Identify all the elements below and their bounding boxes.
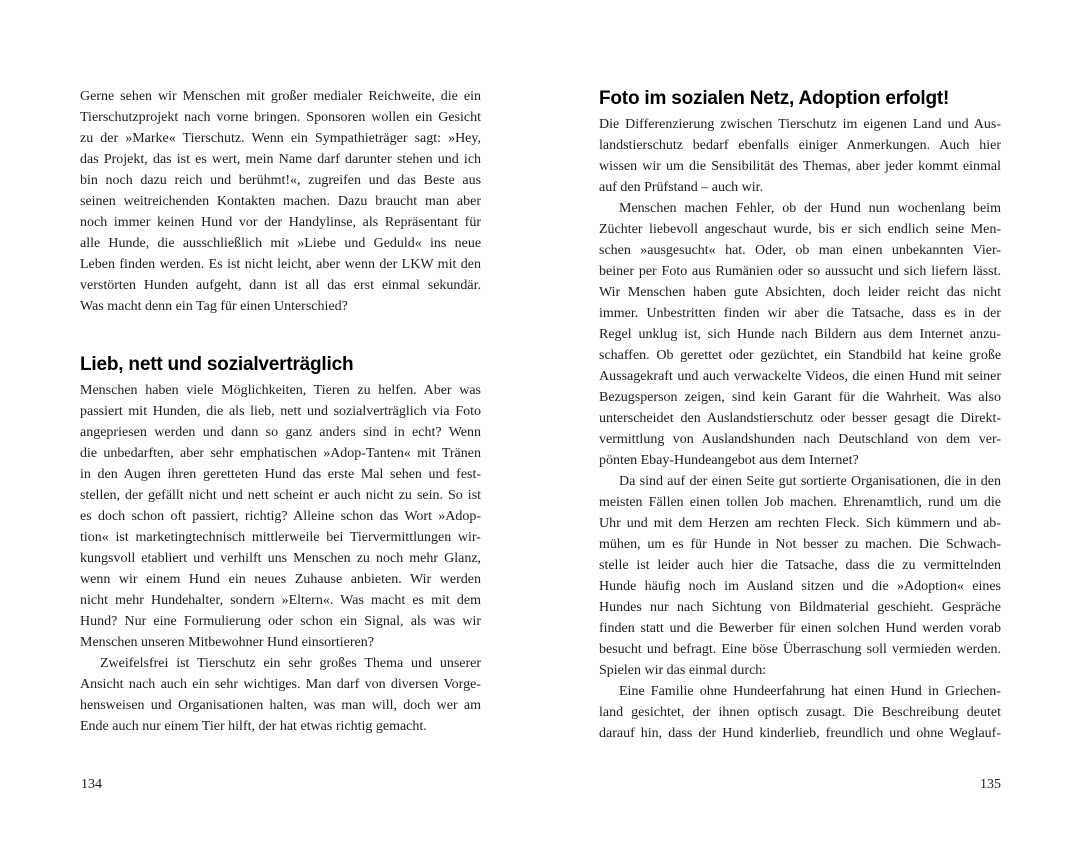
section-heading: Lieb, nett und sozialverträglich xyxy=(80,354,354,375)
text-line: Was macht denn ein Tag für einen Unterschied? xyxy=(80,299,348,314)
page-number-right: 135 xyxy=(980,777,1001,792)
text-line: Hunde häufig noch im Ausland sitzen und die »Adoption« eines xyxy=(599,579,1001,594)
text-line: Eine Familie ohne Hundeerfahrung hat einen Hund in Griechen- xyxy=(619,684,1001,699)
text-line: Menschen machen Fehler, ob der Hund nun wochenlang beim xyxy=(619,201,1001,216)
text-line: Hund? Nur eine Formulierung oder schon ein Signal, als was wir xyxy=(80,614,482,629)
text-line: noch immer keinen Hund vor der Handylinse, als Repräsentant für xyxy=(80,215,481,230)
text-line: darauf hin, dass der Hund kinderlieb, freundlich und ohne Weglauf- xyxy=(599,726,1001,741)
section-heading: Foto im sozialen Netz, Adoption erfolgt! xyxy=(599,88,950,109)
text-line: Spielen wir das einmal durch: xyxy=(599,663,767,678)
text-line: finden statt und die Bewerber für einen solchen Hund werden vorab xyxy=(599,621,1002,636)
right-page-body xyxy=(599,86,1001,744)
text-line: Tierschutzprojekt nach vorne bringen. Sponsoren wollen ein Gesicht xyxy=(80,110,481,125)
text-line: Ende auch nur einem Tier hilft, der hat etwas richtig gemacht. xyxy=(80,719,427,734)
text-line: land gesichtet, der ihnen optisch zusagt. Die Beschreibung deutet xyxy=(599,705,1002,720)
text-line: angepriesen werden und dann so ganz anders sind in echt? Wenn xyxy=(80,425,481,440)
text-line: Züchter liebevoll angeschaut wurde, bis er sich endlich seine Men- xyxy=(599,222,1002,237)
text-line: Menschen unseren Mitbewohner Hund einsortieren? xyxy=(80,635,374,650)
paragraph xyxy=(599,471,1001,681)
text-line: meisten Fällen einen tollen Job machen. Ehrenamtlich, rund um die xyxy=(599,495,1001,510)
text-line: verstörten Hunden aufgeht, dann ist all das erst einmal sekundär. xyxy=(80,278,482,293)
text-line: schen »ausgesucht« hat. Oder, ob man einen unbekannten Vier- xyxy=(599,243,1001,258)
text-line: vermittlung von Auslandshunden nach Deutschland von dem ver- xyxy=(599,432,1002,447)
text-line: hensweisen und Organisationen halten, was man will, doch wer am xyxy=(80,698,481,713)
text-line: mühen, um es für Hunde in Not besser zu machen. Die Schwach- xyxy=(599,537,1002,552)
text-line: wenn wir einem Hund ein neues Zuhause anbieten. Wir werden xyxy=(80,572,482,587)
text-line: seinen weitreichenden Kontakten machen. Dazu braucht man aber xyxy=(80,194,482,209)
paragraph xyxy=(80,86,481,317)
paragraph xyxy=(80,653,481,737)
text-line: in den Augen ihren geretteten Hund das erste Mal sehen und fest- xyxy=(80,467,482,482)
text-line: Bezugsperson zeigen, sind kein Garant für die Wahrheit. Was also xyxy=(599,390,1001,405)
text-line: stelle ist leider auch hier die Tatsache, dass die zu vermittelnden xyxy=(599,558,1002,573)
text-line: Da sind auf der einen Seite gut sortierte Organisationen, die in den xyxy=(619,474,1001,489)
text-line: Die Differenzierung zwischen Tierschutz im eigenen Land und Aus- xyxy=(599,117,1001,132)
text-line: wissen wir um die Sensibilität des Themas, aber jeder kommt einmal xyxy=(599,159,1002,174)
text-line: Wir Menschen haben gute Absichten, doch leider reicht das nicht xyxy=(599,285,1002,300)
text-line: auf den Prüfstand – auch wir. xyxy=(599,180,764,195)
text-line: Aussagekraft und auch verwackelte Videos, die einen Hund mit seiner xyxy=(599,369,1002,384)
text-line: Gerne sehen wir Menschen mit großer medialer Reichweite, die ein xyxy=(80,89,481,104)
paragraph xyxy=(599,114,1001,198)
text-line: die unbedarften, aber sehr emphatischen »Adop-Tanten« mit Tränen xyxy=(80,446,481,461)
text-line: passiert mit Hunden, die als lieb, nett und sozialverträglich via Foto xyxy=(80,404,481,419)
paragraph xyxy=(599,681,1001,744)
text-line: unterscheidet den Auslandstierschutz oder besser gesagt die Direkt- xyxy=(599,411,1001,426)
text-line: besucht und befragt. Eine böse Überraschung soll vermieden werden. xyxy=(599,642,1001,657)
text-line: das Projekt, das ist es wert, mein Name darf darunter stehen und ich xyxy=(80,152,482,167)
text-line: Hundes nur nach Sichtung von Bildmaterial geschieht. Gespräche xyxy=(599,600,1001,615)
page-number-left: 134 xyxy=(81,777,102,792)
text-line: tion« ist marketingtechnisch mittlerweile bei Tiervermittlungen wir- xyxy=(80,530,481,545)
left-page-body xyxy=(80,86,481,737)
text-line: Regel unklug ist, sich Hunde nach Bildern aus dem Internet anzu- xyxy=(599,327,1001,342)
text-line: alle Hunde, die ausschließlich mit »Liebe und Geduld« ins neue xyxy=(80,236,482,251)
text-line: Leben finden werden. Es ist nicht leicht, aber wenn der LKW mit den xyxy=(80,257,481,272)
paragraph xyxy=(599,198,1001,471)
text-line: beiner per Foto aus Rumänien oder so aussucht und sich liefern lässt. xyxy=(599,264,1001,279)
text-line: Zweifelsfrei ist Tierschutz ein sehr großes Thema und unserer xyxy=(100,656,482,671)
text-line: landstierschutz bedarf ebenfalls einiger Anmerkungen. Auch hier xyxy=(599,138,1001,153)
paragraph xyxy=(80,380,481,653)
text-line: es doch schon oft passiert, richtig? Alleine schon das Wort »Adop- xyxy=(80,509,482,524)
text-line: kungsvoll etabliert und verhilft uns Menschen zu noch mehr Glanz, xyxy=(80,551,482,566)
text-line: stellen, der gefällt nicht und nett scheint er auch nicht zu sein. So ist xyxy=(80,488,482,503)
text-line: Uhr und mit dem Herzen am rechten Fleck. Sich kümmern und ab- xyxy=(599,516,1001,531)
text-line: Menschen haben viele Möglichkeiten, Tieren zu helfen. Aber was xyxy=(80,383,481,398)
text-line: nicht mehr Hundehalter, sondern »Eltern«. Was macht es mit dem xyxy=(80,593,481,608)
text-line: pönten Ebay-Hundeangebot aus dem Internet? xyxy=(599,453,859,468)
text-line: schaffen. Ob gerettet oder gezüchtet, ein Standbild hat keine große xyxy=(599,348,1002,363)
text-line: zu der »Marke« Tierschutz. Wenn ein Sympathieträger sagt: »Hey, xyxy=(80,131,481,146)
text-line: immer. Unbestritten finden wir aber die Tatsache, dass es in der xyxy=(599,306,1001,321)
text-line: bin noch dazu reich und berühmt!«, zugreifen und das Beste aus xyxy=(80,173,482,188)
text-line: Ansicht nach auch ein sehr wichtiges. Man darf von diversen Vorge- xyxy=(80,677,481,692)
